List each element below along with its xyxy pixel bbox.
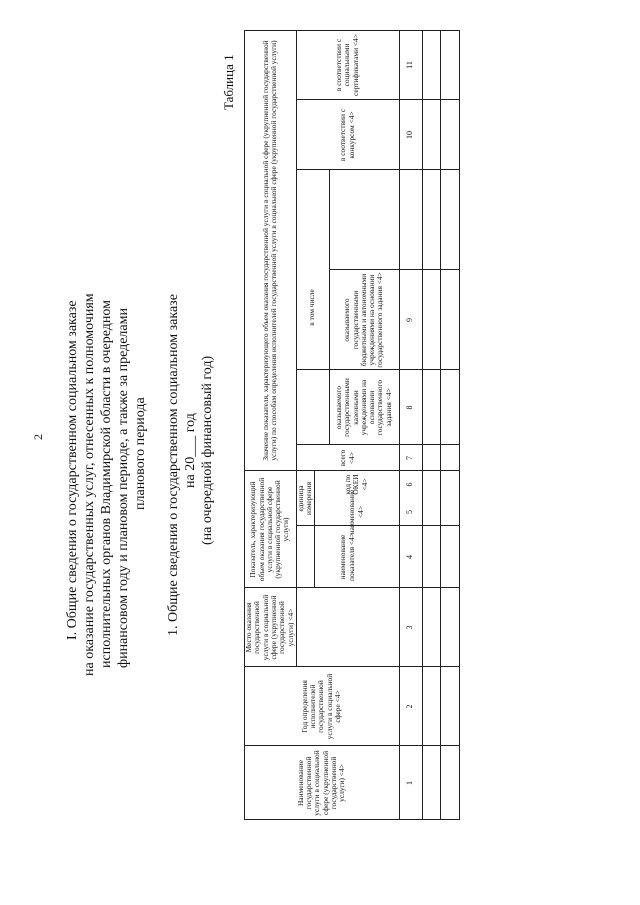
header-col-6: код по ОКЕИ <4> bbox=[343, 474, 369, 495]
column-number-1: 1 bbox=[405, 781, 415, 785]
column-number-4: 4 bbox=[405, 555, 415, 559]
column-number-9: 9 bbox=[405, 318, 415, 322]
table-label: Таблица 1 bbox=[221, 54, 236, 110]
header-col-8: оказываемого государственными казенными учреждениями на основании государственного задания <4> bbox=[334, 378, 393, 437]
header-col-4: наименование показателя <4> bbox=[338, 533, 356, 581]
header-col-11: в соответствии с социальными сертификатами <4> bbox=[334, 34, 360, 96]
heading-line-5: планового периода bbox=[133, 397, 148, 510]
heading-line-2: на оказание государственных услуг, отнесенных к полномочиям bbox=[82, 293, 97, 676]
column-number-3: 3 bbox=[405, 625, 415, 630]
column-number-10: 10 bbox=[405, 131, 415, 139]
header-col-10: в соответствии с конкурсом <4> bbox=[338, 108, 356, 162]
column-number-6: 6 bbox=[405, 482, 415, 487]
page-number: 2 bbox=[31, 434, 45, 440]
heading-line-3: исполнительных органов Владимирской области в очередном bbox=[99, 300, 114, 668]
header-indicator-group: Показатель, характеризующий объем оказания государственной услуги в социальной сфере (укрупненной государственной услуги) bbox=[248, 477, 291, 582]
header-value-group: Значение показателя, характеризующего объем оказания государственной услуги в социальной сфере (укрупненной государственной услуги) по способам определения исполнителей государственной услуги в социальной сфере (укрупненной государственной услуги) bbox=[260, 40, 278, 461]
header-col-9: оказываемого государственными бюджетными и автономными учреждениями на основании государственного задания <4> bbox=[342, 272, 385, 368]
column-number-2: 2 bbox=[405, 704, 415, 709]
heading-line-1: I. Общие сведения о государственном социальном заказе bbox=[65, 300, 80, 640]
data-table bbox=[244, 30, 460, 820]
heading-line-4: финансовом году и плановом периоде, а также за пределами bbox=[116, 308, 131, 668]
header-col-7: всего <4> bbox=[338, 449, 356, 467]
table-row bbox=[422, 30, 440, 820]
header-col-5: наименование <4> bbox=[347, 489, 365, 535]
header-col-3: Место оказания государственной услуги в социальной сфере (укрупненной государственной услуги) <4> bbox=[244, 594, 295, 661]
header-unit-group: единица измерения bbox=[295, 482, 313, 516]
column-number-8: 8 bbox=[405, 405, 415, 410]
header-including: в том числе bbox=[307, 289, 317, 326]
subheading-line-2: на 20___ год bbox=[183, 413, 198, 488]
column-number-7: 7 bbox=[405, 456, 415, 460]
table-row bbox=[440, 30, 460, 820]
column-number-11: 11 bbox=[405, 61, 415, 69]
subheading-line-1: 1. Общие сведения о государственном социальном заказе bbox=[166, 294, 181, 636]
header-col-1: Наименование государственной услуги в социальной сфере (укрупненной государственной услуги) <4> bbox=[295, 750, 347, 816]
subheading-line-3: (на очередной финансовый год) bbox=[200, 355, 215, 545]
header-col-2: Год определения исполнителей государственной услуги в социальной сфере <4> bbox=[299, 673, 342, 740]
column-number-5: 5 bbox=[405, 510, 415, 514]
